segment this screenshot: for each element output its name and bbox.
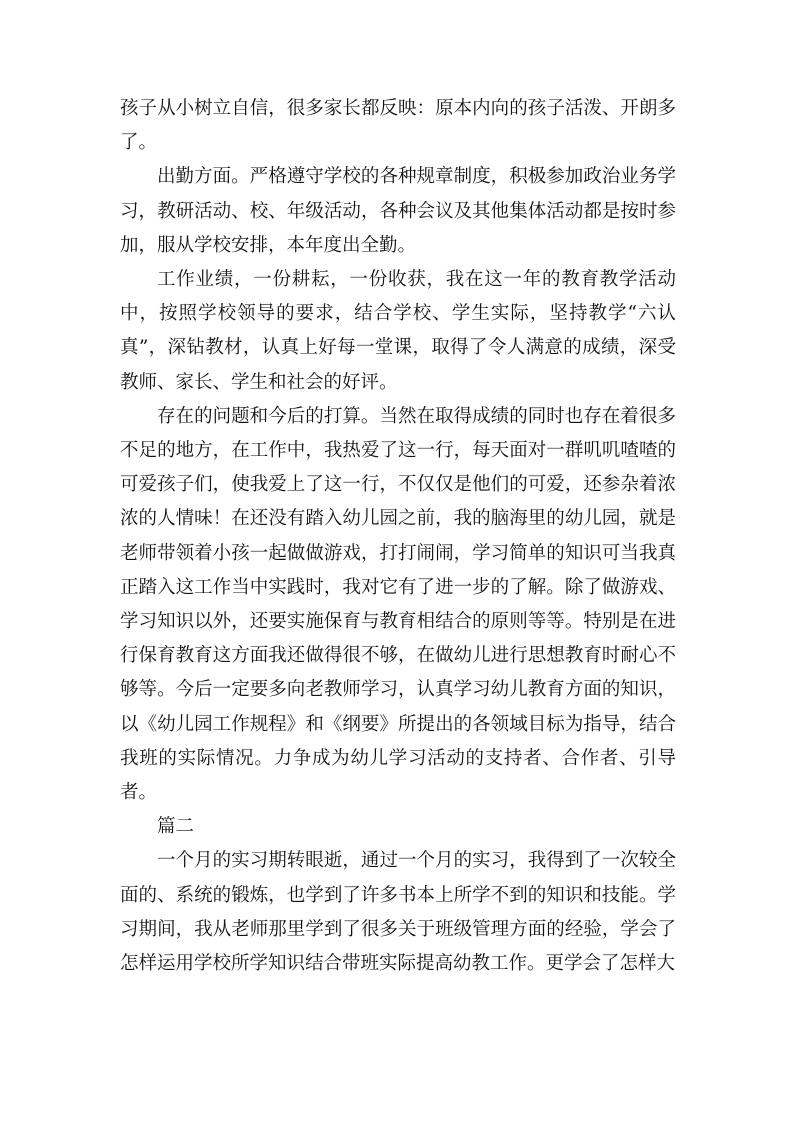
paragraph-issues-plans: 存在的问题和今后的打算。当然在取得成绩的同时也存在着很多不足的地方，在工作中，我热爱了这一行，每天面对一群叽叽喳喳的可爱孩子们，使我爱上了这一行，不仅仅是他们的可爱，还参杂着浓浓的人情味！在还没有踏入幼儿园之前，我的脑海里的幼儿园，就是老师带领着小孩一起做做游戏，打打闹闹，学习简单的知识可当我真正踏入这工作当中实践时，我对它有了进一步的了解。除了做游戏、学习知识以外，还要实施保育与教育相结合的原则等等。特别是在进行保育教育这方面我还做得很不够，在做幼儿进行思想教育时耐心不够等。今后一定要多向老教师学习，认真学习幼儿教育方面的知识，以《幼儿园工作规程》和《纲要》所提出的各领域目标为指导，结合我班的实际情况。力争成为幼儿学习活动的支持者、合作者、引导者。 [120, 405, 676, 804]
paragraph-continuation: 孩子从小树立自信，很多家长都反映：原本内向的孩子活泼、开朗多了。 [120, 98, 676, 154]
document-body [120, 92, 676, 981]
paragraph-performance: 工作业绩，一份耕耘，一份收获，我在这一年的教育教学活动中，按照学校领导的要求，结合学校、学生实际，坚持教学“六认真”，深钻教材，认真上好每一堂课，取得了令人满意的成绩，深受教师、家长、学生和社会的好评。 [120, 269, 676, 393]
section-heading: 篇二 [157, 816, 195, 838]
paragraph-attendance: 出勤方面。严格遵守学校的各种规章制度，积极参加政治业务学习，教研活动、校、年级活动，各种会议及其他集体活动都是按时参加，服从学校安排，本年度出全勤。 [120, 166, 676, 256]
paragraph-internship: 一个月的实习期转眼逝，通过一个月的实习，我得到了一次较全面的、系统的锻炼，也学到了许多书本上所学不到的知识和技能。学习期间，我从老师那里学到了很多关于班级管理方面的经验，学会了怎样运用学校所学知识结合带班实际提高幼教工作。更学会了怎样大 [120, 850, 676, 975]
